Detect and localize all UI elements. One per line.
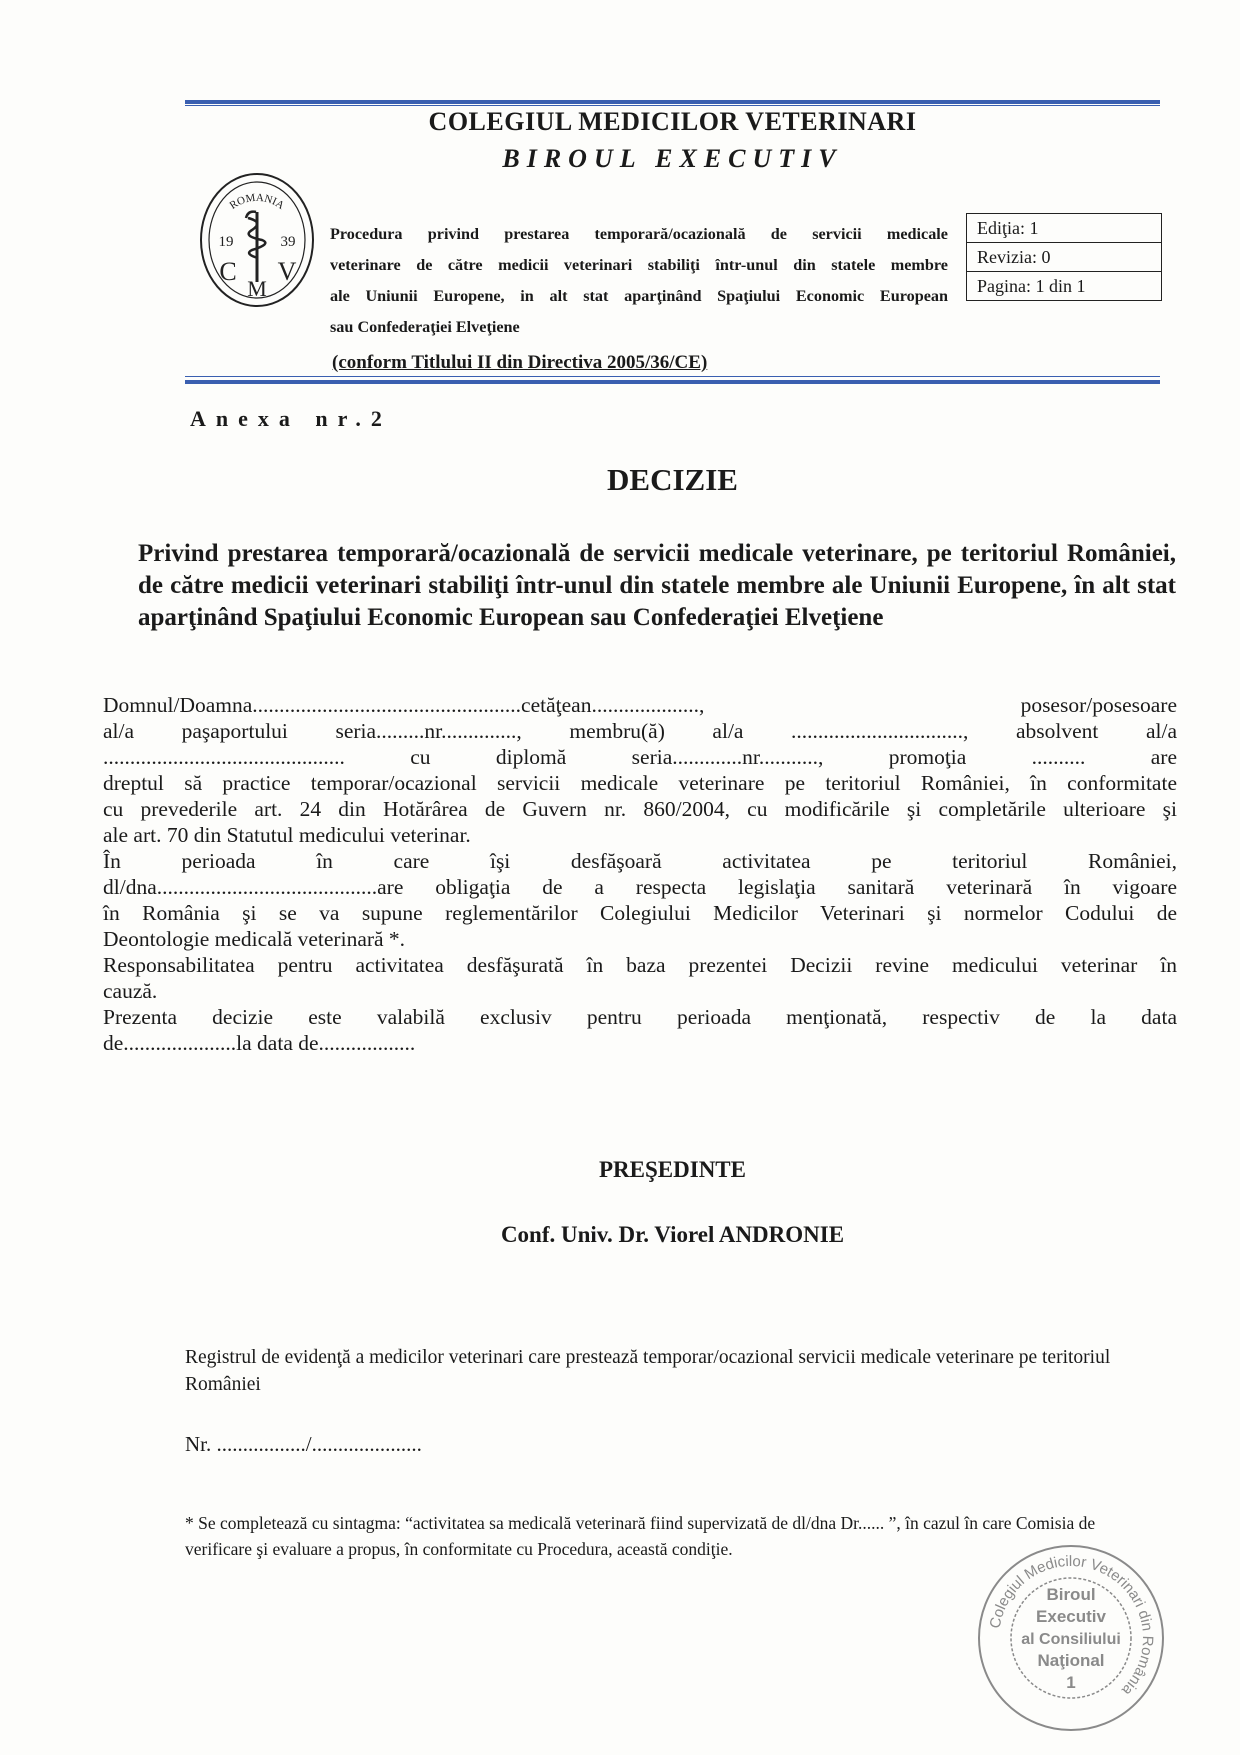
stamp-line-1: Biroul <box>1046 1585 1096 1604</box>
document-body <box>103 692 1177 1056</box>
paragraph-2-line-3: în România şi se va supune reglementărilor Colegiului Medicilor Veterinari şi normelor Codului de <box>103 901 1177 925</box>
paragraph-2-line-2: dl/dna.........................................are obligaţia de a respecta legislaţia sanitară veterinară în vigoare <box>103 875 1177 899</box>
paragraph-1-end: ale art. 70 din Statutul medicului veterinar. <box>103 823 471 847</box>
paragraph-4-end: de.....................la data de.................. <box>103 1031 416 1055</box>
paragraph-3-end: cauză. <box>103 979 158 1003</box>
logo-year-right: 39 <box>280 234 296 250</box>
paragraph-1-line-5: cu prevederile art. 24 din Hotărârea de Guvern nr. 860/2004, cu modificările şi completările ulterioare şi <box>103 797 1177 821</box>
logo-top-text: ROMANIA <box>227 191 287 212</box>
document-title: DECIZIE <box>607 462 738 497</box>
procedure-line-1: Procedura privind prestarea temporară/ocazională de servicii medicale <box>330 225 948 243</box>
organization-name: COLEGIUL MEDICILOR VETERINARI <box>428 107 917 136</box>
logo-letter-c: C <box>219 257 237 286</box>
logo-year-left: 19 <box>218 234 234 250</box>
paragraph-1-line-1: Domnul/Doamna..................................................cetăţean...................., posesor/posesoare <box>103 693 1177 717</box>
procedure-reference-text: (conform Titlului II din Directiva 2005/36/CE) <box>332 352 708 373</box>
stamp-line-4: Naţional <box>1037 1651 1105 1670</box>
footnote: * Se completează cu sintagma: “activitatea sa medicală veterinară fiind supervizată de dl/dna Dr...... ”, în cazul în care Comisia de verificare şi evaluare a propus, în conformitate cu Procedura, această condiţie. <box>185 1513 1096 1559</box>
page-label: Pagina: 1 din 1 <box>977 276 1086 296</box>
paragraph-3-line-1: Responsabilitatea pentru activitatea desfăşurată în baza prezentei Decizii revine medicului veterinar în <box>103 953 1177 977</box>
stamp-line-2: Executiv <box>1036 1607 1106 1626</box>
stamp-line-5: 1 <box>1066 1673 1076 1692</box>
paragraph-4-line-1: Prezenta decizie este valabilă exclusiv pentru perioada menţionată, respectiv de la data <box>103 1005 1177 1029</box>
document-subject: Privind prestarea temporară/ocazională de servicii medicale veterinare, pe teritoriul României, de către medicii veterinari stabiliţi într-unul din statele membre ale Uniunii Europene, în alt stat aparţinând Spaţiului Economic European sau Confederaţiei Elveţiene <box>138 540 1176 631</box>
procedure-line-4: sau Confederaţiei Elveţiene <box>330 318 520 336</box>
header-bottom-rule-thin <box>185 376 1160 377</box>
annex-label: Anexa nr.2 <box>190 406 392 431</box>
paragraph-2-line-1: În perioada în care îşi desfăşoară activitatea pe teritoriul României, <box>103 849 1177 873</box>
paragraph-1-line-3: ............................................. cu diplomă seria.............nr..........., promoţia .......... are <box>103 745 1177 769</box>
stamp-line-3: al Consiliului <box>1021 1631 1121 1648</box>
logo-letter-v: V <box>277 257 297 286</box>
bureau-name: BIROUL EXECUTIV <box>502 144 843 173</box>
cmv-logo <box>196 170 318 310</box>
document-meta-box <box>966 213 1162 301</box>
caduceus-icon <box>246 212 265 282</box>
official-stamp <box>975 1542 1167 1734</box>
procedure-reference <box>332 352 707 374</box>
logo-letter-m: M <box>247 276 267 301</box>
register-number-line: Nr. ................./..................... <box>185 1432 422 1456</box>
header-top-rule <box>185 100 1160 104</box>
signature-role: PREŞEDINTE <box>599 1157 746 1182</box>
procedure-title <box>330 219 948 343</box>
stamp-ring-text: Colegiul Medicilor Veterinari din România <box>986 1552 1157 1699</box>
paragraph-1-line-2: al/a paşaportului seria.........nr.............., membru(ă) al/a ................................, absolvent al/a <box>103 719 1177 743</box>
register-text: Registrul de evidenţă a medicilor veterinari care prestează temporar/ocazional servicii medicale veterinare pe teritoriul României <box>185 1347 1111 1395</box>
header-bottom-rule <box>185 380 1160 384</box>
paragraph-1-line-4: dreptul să practice temporar/ocazional servicii medicale veterinare pe teritoriul României, în conformitate <box>103 771 1177 795</box>
signature-name: Conf. Univ. Dr. Viorel ANDRONIE <box>500 1222 845 1247</box>
edition-label: Ediţia: 1 <box>967 214 1161 243</box>
paragraph-2-end: Deontologie medicală veterinară *. <box>103 927 406 951</box>
header-top-rule-thin <box>185 105 1160 106</box>
procedure-line-3: ale Uniunii Europene, in alt stat aparţinând Spaţiului Economic European <box>330 287 948 305</box>
revision-label: Revizia: 0 <box>967 243 1161 272</box>
procedure-line-2: veterinare de către medicii veterinari stabiliţi într-unul din statele membre <box>330 256 948 274</box>
